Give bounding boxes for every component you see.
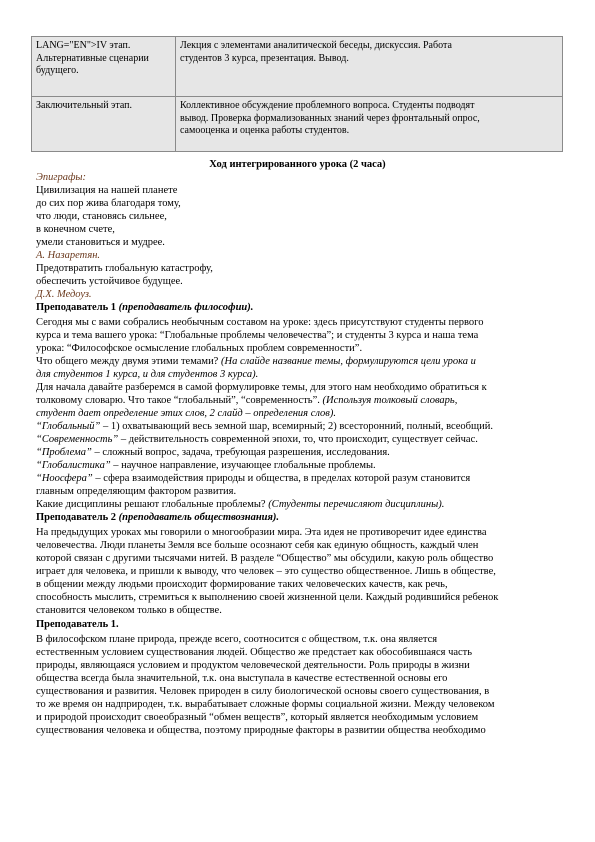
definition-text: – действительность современной эпохи, то, что происходит, существует сейчас. xyxy=(118,434,478,445)
cell-line: вывод. Проверка формализованных знаний через фронтальный опрос, xyxy=(180,112,480,124)
cell-line: Альтернативные сценарии xyxy=(36,52,149,64)
paragraph-line: урока: “Философское осмысление глобальных проблем современности”. xyxy=(36,343,363,354)
stage-direction: студент дает определение этих слов, 2 слайд – определения слов). xyxy=(36,408,336,419)
definition-line xyxy=(36,459,376,472)
epigraph-author: Д.Х. Медоуз. xyxy=(36,289,92,300)
paragraph-line: то же время он надприроден, т.к. вырабатывает сложные формы социальной жизни. Между человеком xyxy=(36,699,495,710)
paragraph-line: общества всегда была значительной, т.к. она выступала в качестве естественной основы его xyxy=(36,673,448,684)
paragraph-line xyxy=(36,394,457,407)
cell-line: будущего. xyxy=(36,65,79,76)
paragraph-line: становится человеком только в обществе. xyxy=(36,605,222,616)
speaker-label: Преподаватель 1. xyxy=(36,619,119,630)
epigraphs-heading: Эпиграфы: xyxy=(36,172,87,183)
paragraph-line xyxy=(36,498,444,511)
paragraph-line: естественным условием существования людей. Общество же предстает как обособившаяся часть xyxy=(36,647,473,658)
lesson-stages-table xyxy=(31,36,563,152)
stage-cell xyxy=(32,37,176,97)
paragraph-line: играет для человека, и пришли к выводу, что человек – это существо общественное. Лишь в обществе, xyxy=(36,566,496,577)
paragraph-line: природы, являющаяся условием и продуктом человеческой деятельности. Роль природы в жизни xyxy=(36,660,470,671)
paragraph-line: Для начала давайте разберемся в самой формулировке темы, для этого нам необходимо обратиться к xyxy=(36,382,487,393)
stage-direction: для студентов 1 курса, и для студентов 3 курса). xyxy=(36,369,259,380)
paragraph-line: способность мыслить, стремиться к выполнению своей жизненной цели. Каждый родившийся ребенок xyxy=(36,592,499,603)
definition-line xyxy=(36,420,493,433)
speaker-heading xyxy=(36,301,253,314)
paragraph-line: существования человека и общества, поэтому природные факторы в развитии общества необходимо xyxy=(36,725,486,736)
stage-direction: (Студенты перечисляют дисциплины). xyxy=(268,499,445,510)
content-cell xyxy=(176,37,563,97)
cell-line: студентов 3 курса, презентация. Вывод. xyxy=(180,52,349,64)
definition-term: “Проблема” xyxy=(36,447,92,458)
table-row xyxy=(32,37,563,97)
paragraph-line xyxy=(36,355,476,368)
definition-line xyxy=(36,446,390,459)
cell-line: LANG="EN">IV этап. xyxy=(36,40,131,51)
paragraph-line: в общении между людьми происходит формирование таких человеческих качеств, как речь, xyxy=(36,579,448,590)
paragraph-line: Сегодня мы с вами собрались необычным составом на уроке: здесь присутствуют студенты первого xyxy=(36,317,484,328)
paragraph-line: На предыдущих уроках мы говорили о многообразии мира. Эта идея не противоречит идее единства xyxy=(36,527,487,538)
paragraph-line: существования и развития. Человек природен в силу биологической основы своего существования, в xyxy=(36,686,490,697)
epigraph-line: Предотвратить глобальную катастрофу, xyxy=(36,263,213,274)
cell-line: Коллективное обсуждение проблемного вопроса. Студенты подводят xyxy=(180,100,475,111)
definition-term: “Современность” xyxy=(36,434,119,445)
definition-line xyxy=(36,433,478,446)
epigraph-line: Цивилизация на нашей планете xyxy=(36,185,178,196)
cell-line: самооценка и оценка работы студентов. xyxy=(180,125,350,136)
cell-line: Лекция с элементами аналитической беседы, дискуссия. Работа xyxy=(180,40,452,51)
epigraph-line: до сих пор жива благодаря тому, xyxy=(36,198,181,209)
paragraph-line: человечества. Люди планеты Земля все больше осознают себя как единую общность, каждый член xyxy=(36,540,479,551)
cell-line: Заключительный этап. xyxy=(36,100,132,111)
paragraph-line: которой связан с другими тысячами нитей. В разделе “Общество” мы обсудили, какую роль общество xyxy=(36,553,494,564)
speaker-heading xyxy=(36,511,279,524)
speaker-label: Преподаватель 1 xyxy=(36,302,117,313)
definition-text: – 1) охватывающий весь земной шар, всемирный; 2) всесторонний, полный, всеобщий. xyxy=(100,421,493,432)
question-text: Что общего между двумя этими темами? xyxy=(36,356,219,367)
definition-term: “Глобальный” xyxy=(36,421,101,432)
definition-term: “Ноосфера” xyxy=(36,473,93,484)
speaker-role: (преподаватель обществознания). xyxy=(118,512,280,523)
epigraph-line: умели становиться и мудрее. xyxy=(36,237,165,248)
question-text: Какие дисциплины решают глобальные проблемы? xyxy=(36,499,266,510)
speaker-role: (преподаватель философии). xyxy=(118,302,254,313)
speaker-label: Преподаватель 2 xyxy=(36,512,117,523)
epigraph-line: что люди, становясь сильнее, xyxy=(36,211,167,222)
stage-direction: (Используя толковый словарь, xyxy=(322,395,458,406)
definition-line: главным определяющим фактором развития. xyxy=(36,486,237,497)
table-row xyxy=(32,97,563,152)
paragraph-line: и природой происходит своеобразный “обмен веществ”, который является необходимым условием xyxy=(36,712,479,723)
definition-text: – научное направление, изучающее глобальные проблемы. xyxy=(110,460,376,471)
definition-text: – сфера взаимодействия природы и общества, в пределах которой разум становится xyxy=(92,473,471,484)
paragraph-line: курса и тема вашего урока: “Глобальные проблемы человечества”; и студенты 3 курса и наша тема xyxy=(36,330,479,341)
epigraph-line: обеспечить устойчивое будущее. xyxy=(36,276,183,287)
definition-term: “Глобалистика” xyxy=(36,460,111,471)
lesson-title: Ход интегрированного урока (2 часа) xyxy=(209,159,386,170)
paragraph-text: толковому словарю. Что такое “глобальный”, “современность”. xyxy=(36,395,320,406)
definition-text: – сложный вопрос, задача, требующая разрешения, исследования. xyxy=(91,447,390,458)
definition-line xyxy=(36,472,470,485)
stage-direction: (На слайде название темы, формулируются цели урока и xyxy=(220,356,476,367)
epigraph-line: в конечном счете, xyxy=(36,224,115,235)
paragraph-line: В философском плане природа, прежде всего, соотносится с обществом, т.к. она является xyxy=(36,634,438,645)
stage-cell xyxy=(32,97,176,152)
epigraph-author: А. Назаретян. xyxy=(36,250,101,261)
content-cell xyxy=(176,97,563,152)
